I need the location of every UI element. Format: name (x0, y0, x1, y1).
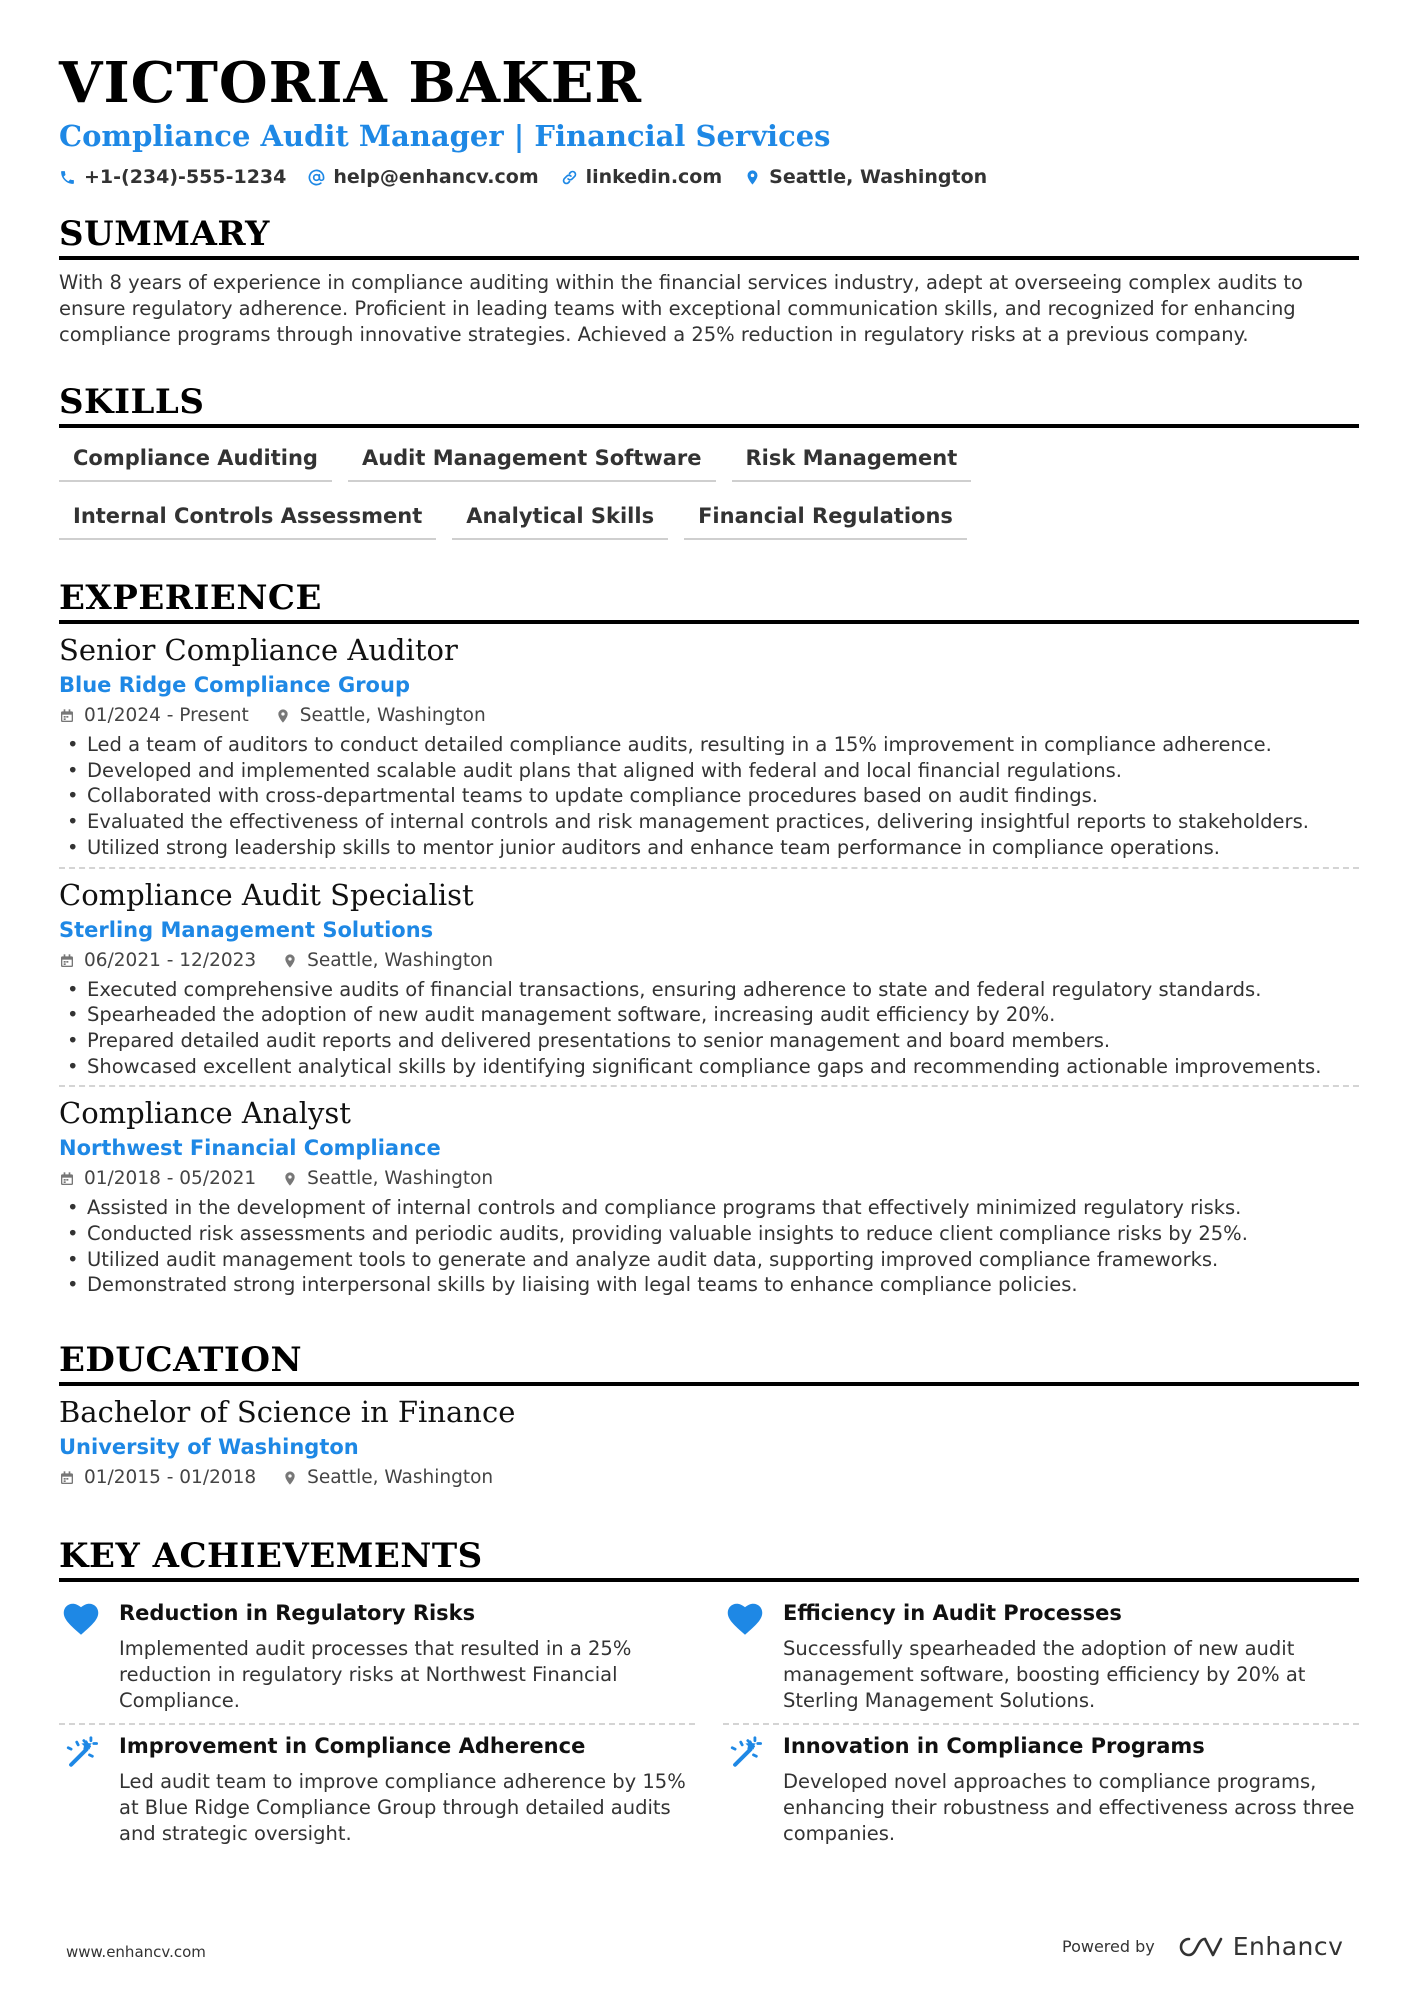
skill-tag: Internal Controls Assessment (59, 498, 436, 540)
job-dates (59, 945, 256, 977)
resume-header (59, 50, 1359, 188)
brand-logo[interactable] (1179, 1932, 1344, 1961)
magic-wand-icon (63, 1735, 99, 1769)
bullet-item: • Utilized audit management tools to generate and analyze audit data, supporting improved compliance frameworks. (59, 1247, 1359, 1273)
experience-heading: EXPERIENCE (59, 578, 1359, 624)
bullet-item: • Developed and implemented scalable audit plans that aligned with federal and local financial regulations. (59, 758, 1359, 784)
at-sign-icon (308, 169, 325, 186)
location-text: Seattle, Washington (769, 166, 988, 188)
skill-tag: Audit Management Software (348, 440, 716, 482)
education-dates-text: 01/2015 - 01/2018 (84, 1467, 257, 1489)
email-text: help@enhancv.com (333, 166, 539, 188)
skills-heading: SKILLS (59, 382, 1359, 428)
bullet-item: • Showcased excellent analytical skills by identifying significant compliance gaps and recommending actionable improvements. (59, 1054, 1359, 1080)
job-bullets (59, 732, 1359, 861)
resume-page (59, 50, 1359, 1856)
location-pin-icon (744, 169, 761, 186)
achievement-desc: Developed novel approaches to compliance programs, enhancing their robustness and effectiveness across three companies. (783, 1770, 1355, 1845)
job-dates-text: 01/2018 - 05/2021 (84, 1168, 257, 1190)
company-name: Sterling Management Solutions (59, 917, 434, 942)
achievement-item (723, 1725, 1359, 1856)
education-entry (59, 1386, 1359, 1500)
experience-section (59, 578, 1359, 1304)
link-icon (561, 169, 578, 186)
achievements-grid (59, 1592, 1359, 1856)
achievements-section (59, 1536, 1359, 1856)
bullet-item: • Conducted risk assessments and periodic audits, providing valuable insights to reduce client compliance risks by 25%. (59, 1221, 1359, 1247)
footer-website[interactable]: www.enhancv.com (66, 1943, 206, 1961)
heart-icon (63, 1602, 99, 1636)
job-meta (59, 945, 1359, 977)
job-location (282, 945, 493, 977)
job-location (275, 700, 486, 732)
achievement-title: Improvement in Compliance Adherence (119, 1734, 586, 1759)
degree-title: Bachelor of Science in Finance (59, 1395, 516, 1430)
bullet-item: • Evaluated the effectiveness of internal controls and risk management practices, delivering insightful reports to stakeholders. (59, 809, 1359, 835)
contact-linkedin[interactable] (561, 166, 723, 188)
job-location-text: Seattle, Washington (307, 949, 494, 971)
linkedin-text: linkedin.com (585, 166, 723, 188)
job-bullets (59, 977, 1359, 1080)
location-pin-icon (275, 708, 291, 724)
job-dates-text: 01/2024 - Present (84, 705, 249, 726)
achievement-item (59, 1592, 695, 1725)
achievement-item (59, 1725, 695, 1856)
education-section (59, 1340, 1359, 1500)
job-dates-text: 06/2021 - 12/2023 (84, 949, 257, 971)
contact-email[interactable] (308, 166, 538, 188)
job-dates (59, 1163, 256, 1195)
achievements-heading: KEY ACHIEVEMENTS (59, 1536, 1359, 1582)
summary-heading: SUMMARY (59, 214, 1359, 260)
achievement-title: Reduction in Regulatory Risks (119, 1601, 476, 1626)
education-heading: EDUCATION (59, 1340, 1359, 1386)
bullet-item: • Utilized strong leadership skills to mentor junior auditors and enhance team performance in compliance operations. (59, 835, 1359, 861)
education-dates (59, 1462, 256, 1494)
achievement-item (723, 1592, 1359, 1725)
job-title: Senior Compliance Auditor (59, 633, 458, 667)
job-title: Compliance Analyst (59, 1096, 351, 1131)
education-meta (59, 1462, 1359, 1494)
location-pin-icon (282, 1470, 298, 1486)
summary-section (59, 214, 1359, 348)
job-location-text: Seattle, Washington (307, 1168, 494, 1190)
job-location-text: Seattle, Washington (299, 705, 486, 726)
achievement-title: Efficiency in Audit Processes (783, 1601, 1122, 1626)
skill-tag: Financial Regulations (684, 498, 967, 540)
calendar-icon (59, 1470, 75, 1486)
skill-tag: Compliance Auditing (59, 440, 332, 482)
candidate-name: VICTORIA BAKER (59, 50, 643, 116)
phone-text: +1-(234)-555-1234 (84, 166, 287, 188)
job-entry (59, 867, 1359, 1086)
phone-icon (59, 169, 76, 186)
bullet-item: • Executed comprehensive audits of financial transactions, ensuring adherence to state and federal regulatory standards. (59, 977, 1359, 1003)
education-location (282, 1462, 493, 1494)
bullet-item: • Spearheaded the adoption of new audit management software, increasing audit efficiency by 20%. (59, 1002, 1359, 1028)
calendar-icon (59, 1171, 75, 1187)
contact-location (744, 166, 987, 188)
bullet-item: • Demonstrated strong interpersonal skills by liaising with legal teams to enhance compliance policies. (59, 1272, 1359, 1298)
contact-bar (59, 166, 1359, 188)
school-name: University of Washington (59, 1435, 359, 1460)
company-name: Northwest Financial Compliance (59, 1136, 441, 1161)
calendar-icon (59, 708, 75, 724)
bullet-item: • Collaborated with cross-departmental teams to update compliance procedures based on audit findings. (59, 783, 1359, 809)
location-pin-icon (282, 953, 298, 969)
brand-name: Enhancv (1232, 1932, 1344, 1961)
heart-icon (727, 1602, 763, 1636)
magic-wand-icon (727, 1735, 763, 1769)
company-name: Blue Ridge Compliance Group (59, 673, 410, 697)
skills-section (59, 382, 1359, 540)
job-location (282, 1163, 493, 1195)
job-entry (59, 624, 1359, 867)
summary-text: With 8 years of experience in compliance auditing within the financial services industry, adept at overseeing complex audits to ensure regulatory adherence. Proficient in leading teams with exceptional communication skills, and recognized for enhancing compliance programs through innovative strategies. Achieved a 25% reduction in regulatory risks at a previous company. (59, 271, 1303, 346)
contact-phone[interactable] (59, 166, 286, 188)
job-meta (59, 1163, 1359, 1195)
job-meta (59, 700, 1359, 732)
job-entry (59, 1085, 1359, 1304)
job-bullets (59, 1195, 1359, 1298)
achievement-desc: Led audit team to improve compliance adherence by 15% at Blue Ridge Compliance Group through detailed audits and strategic oversight. (119, 1770, 686, 1845)
skills-list (59, 440, 1359, 540)
achievement-title: Innovation in Compliance Programs (783, 1734, 1205, 1759)
location-pin-icon (282, 1171, 298, 1187)
footer-branding (1062, 1932, 1343, 1961)
achievement-desc: Implemented audit processes that resulted in a 25% reduction in regulatory risks at Northwest Financial Compliance. (119, 1637, 632, 1712)
bullet-item: • Led a team of auditors to conduct detailed compliance audits, resulting in a 15% improvement in compliance adherence. (59, 732, 1359, 758)
achievement-desc: Successfully spearheaded the adoption of new audit management software, boosting efficiency by 20% at Sterling Management Solutions. (783, 1637, 1306, 1712)
bullet-item: • Prepared detailed audit reports and delivered presentations to senior management and board members. (59, 1028, 1359, 1054)
job-title: Compliance Audit Specialist (59, 877, 474, 912)
skill-tag: Risk Management (732, 440, 972, 482)
skill-tag: Analytical Skills (452, 498, 668, 540)
powered-by-label: Powered by (1062, 1937, 1155, 1956)
headline: Compliance Audit Manager | Financial Services (59, 119, 831, 153)
education-location-text: Seattle, Washington (307, 1467, 494, 1489)
calendar-icon (59, 953, 75, 969)
bullet-item: • Assisted in the development of internal controls and compliance programs that effectively minimized regulatory risks. (59, 1195, 1359, 1221)
enhancv-logo-icon (1179, 1935, 1225, 1959)
job-dates (59, 700, 249, 732)
